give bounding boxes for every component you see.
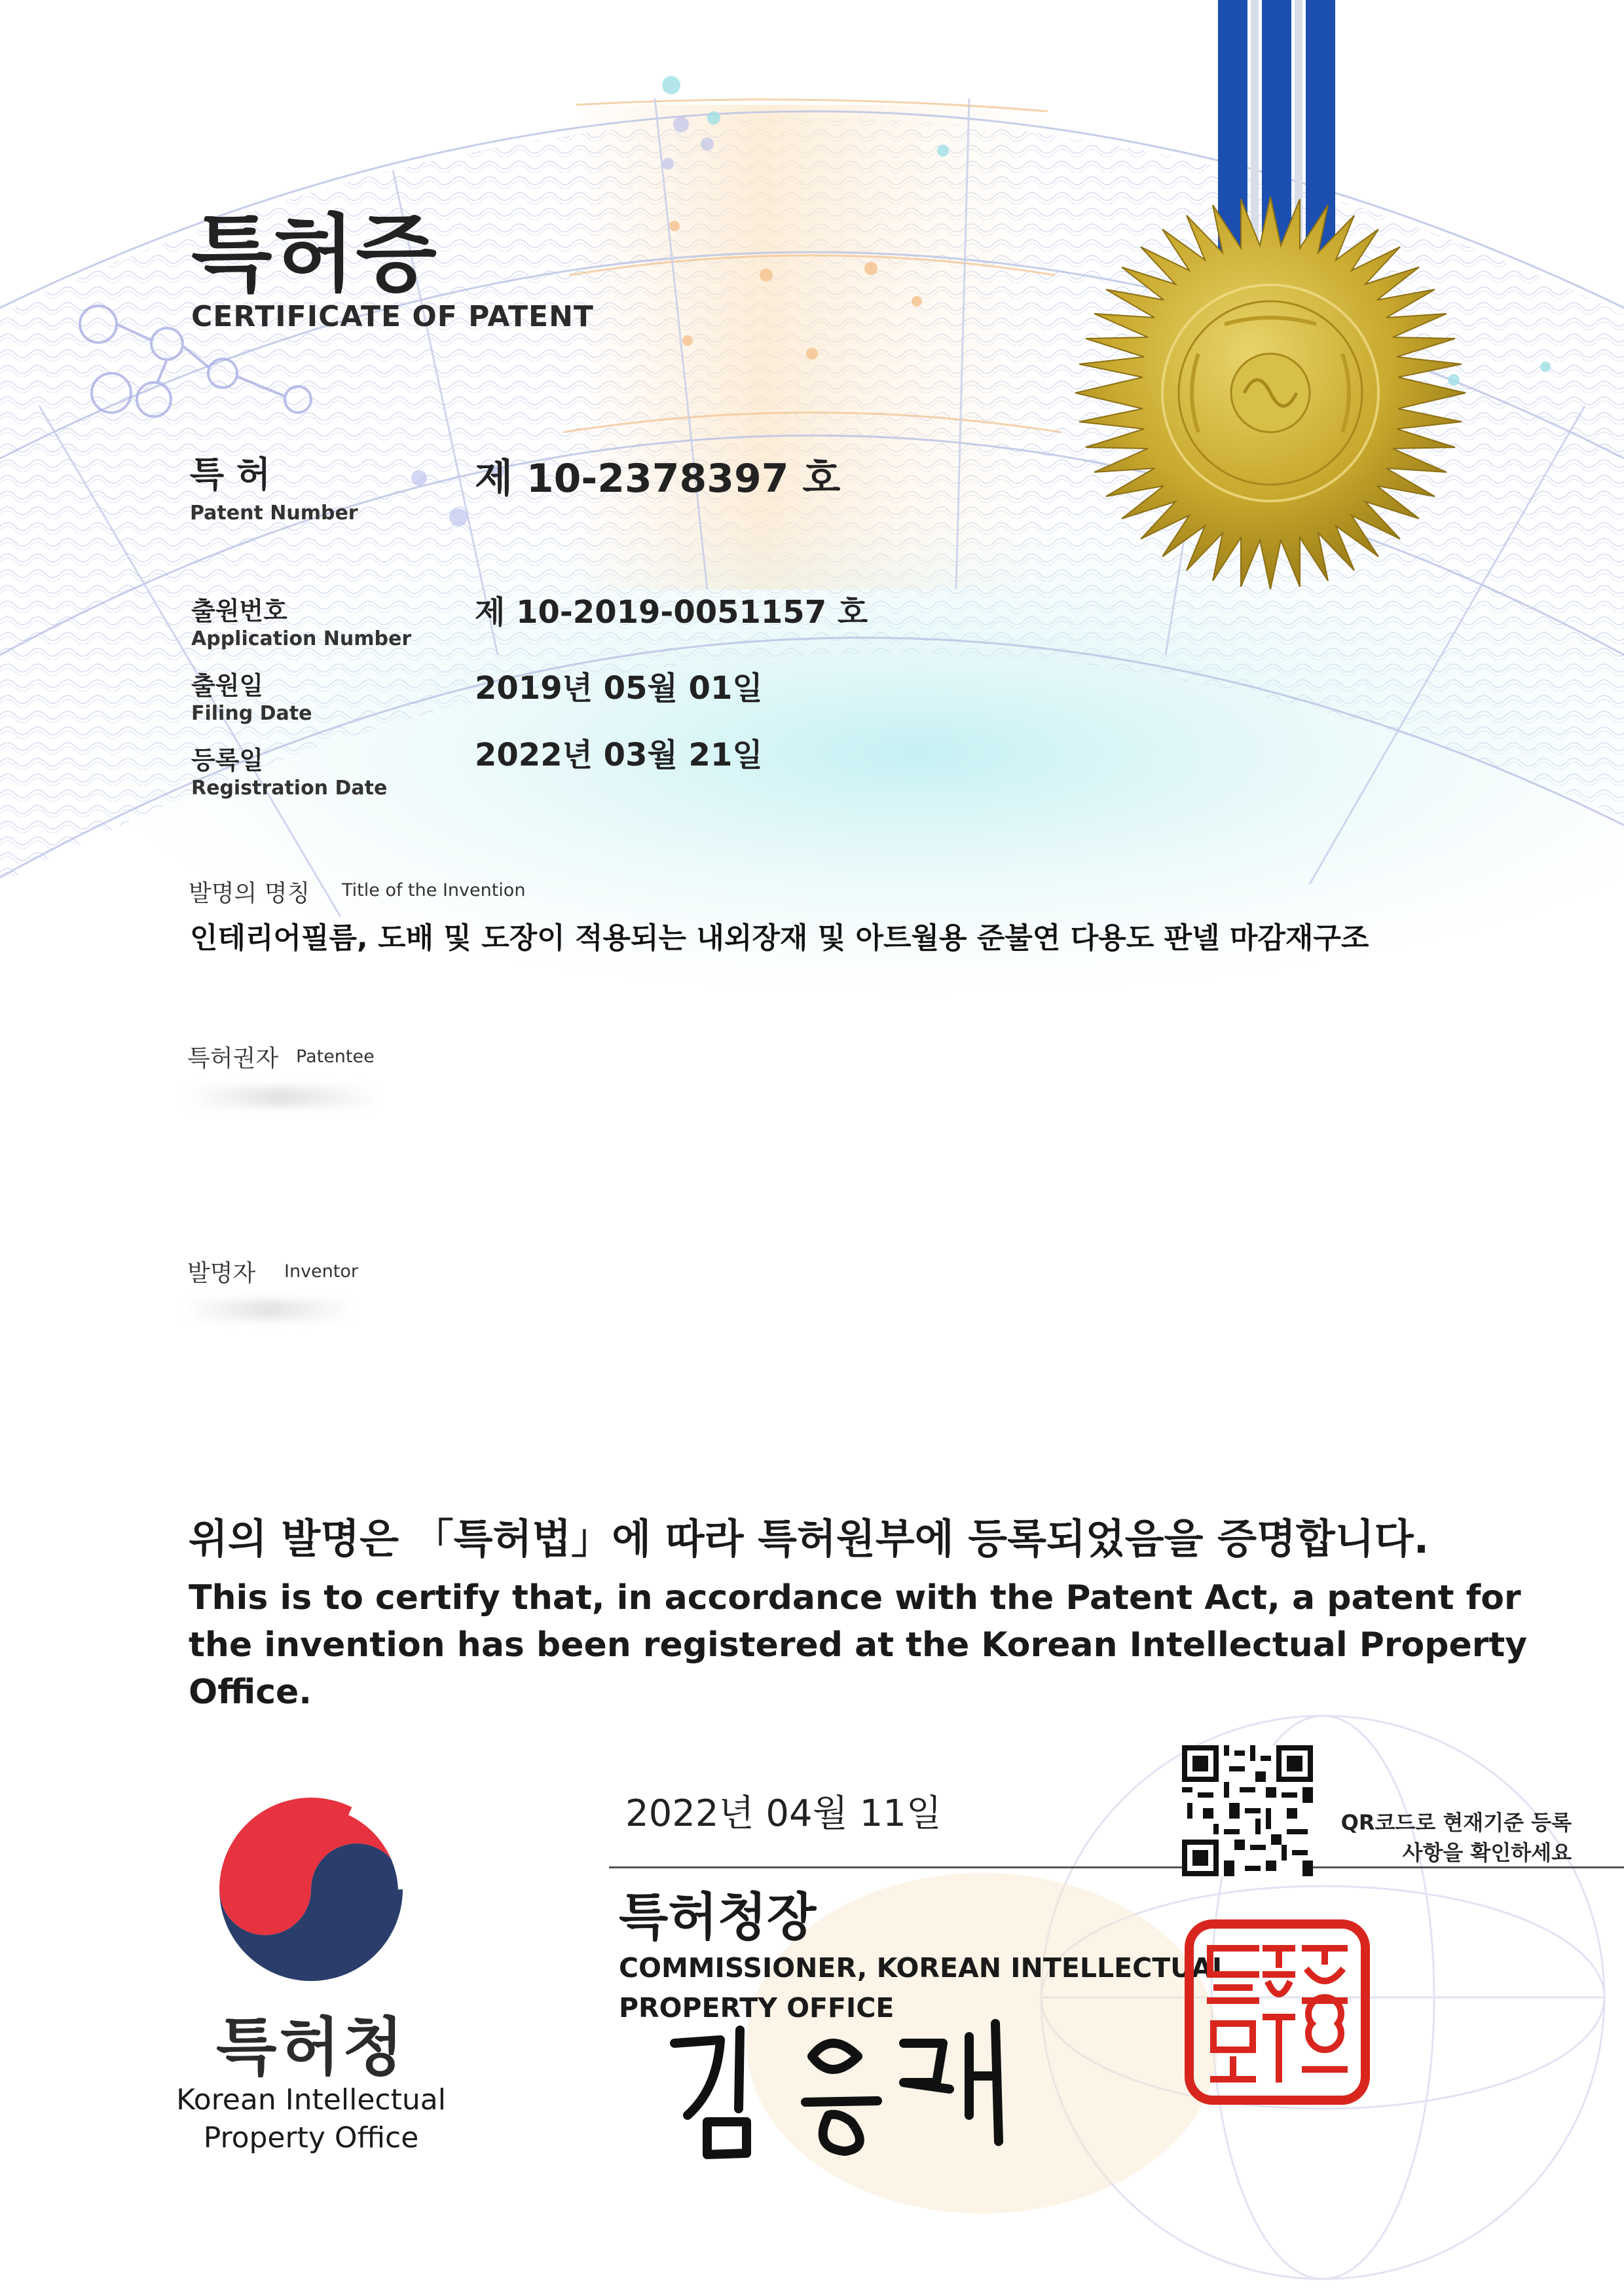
inventor-label-en: Inventor: [284, 1261, 358, 1282]
patentee-label: 특허권자: [187, 1045, 279, 1072]
patent-number-label-en: Patent Number: [190, 502, 358, 525]
registration-date-value: 2022년 03월 21일: [475, 737, 763, 773]
filing-date-value: 2019년 05월 01일: [475, 670, 763, 707]
gold-seal-icon: [1074, 196, 1467, 589]
application-number-label: 출원번호: [191, 597, 287, 625]
commissioner-title-en: COMMISSIONER, KOREAN INTELLECTUAL PROPERTY OFFICE: [619, 1952, 1230, 2024]
official-red-seal-icon: [1184, 1919, 1371, 2105]
signature-icon: [661, 2017, 1028, 2168]
issue-date: 2022년 04월 11일: [625, 1792, 942, 1835]
application-number-value: 제 10-2019-0051157 호: [475, 594, 868, 631]
certificate-title: 특허증: [191, 206, 438, 303]
patentee-redacted: [183, 1087, 380, 1107]
inventor-label: 발명자: [187, 1260, 256, 1287]
office-name-ko: 특허청: [215, 2010, 407, 2084]
application-number-label-en: Application Number: [191, 627, 412, 650]
patent-number-label: 특 허: [190, 454, 271, 495]
patent-number-value: 제 10-2378397 호: [475, 456, 841, 502]
qr-instruction: QR코드로 현재기준 등록사항을 확인하세요: [1340, 1810, 1572, 1865]
office-name-en: Korean Intellectual Property Office: [176, 2083, 446, 2155]
qr-code-icon[interactable]: [1182, 1745, 1313, 1876]
patentee-label-en: Patentee: [296, 1046, 375, 1067]
certification-statement-ko: 위의 발명은 「특허법」에 따라 특허원부에 등록되었음을 증명합니다.: [189, 1515, 1430, 1563]
registration-date-label-en: Registration Date: [191, 777, 388, 800]
filing-date-label-en: Filing Date: [191, 702, 312, 725]
filing-date-label: 출원일: [191, 671, 264, 700]
commissioner-title-ko: 특허청장: [619, 1888, 817, 1947]
invention-title-label-en: Title of the Invention: [342, 880, 526, 900]
inventor-redacted: [183, 1300, 354, 1320]
invention-title-label: 발명의 명칭: [189, 880, 310, 907]
invention-title: 인테리어필름, 도배 및 도장이 적용되는 내외장재 및 아트월용 준불연 다용도 판넬 마감재구조: [190, 921, 1369, 955]
registration-date-label: 등록일: [191, 746, 264, 775]
certification-statement-en: This is to certify that, in accordance with the Patent Act, a patent for the invention has been registered at the Korean Intellectual Property Office.: [189, 1578, 1528, 1712]
taegeuk-logo-icon: [213, 1785, 409, 1981]
certificate-subtitle: CERTIFICATE OF PATENT: [191, 300, 594, 333]
